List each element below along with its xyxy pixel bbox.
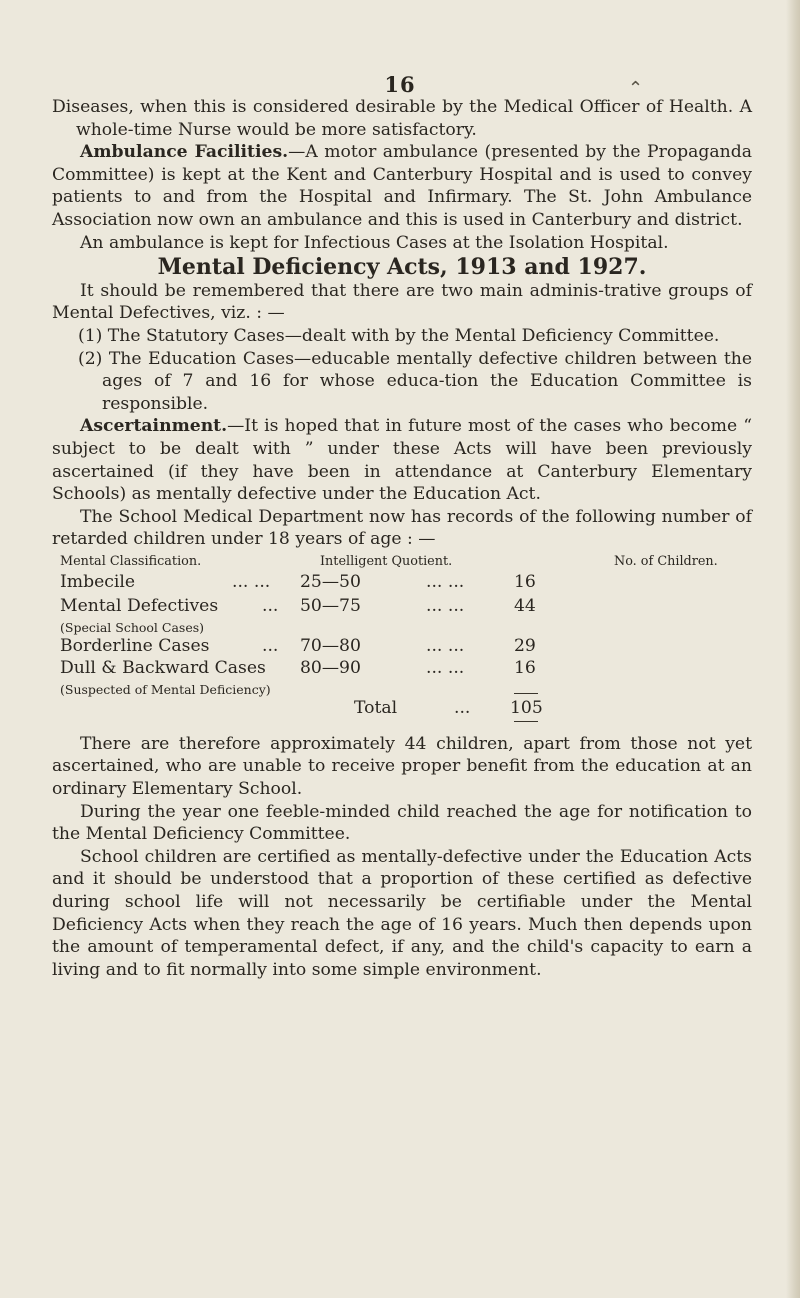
cell-count: 29 bbox=[514, 635, 536, 656]
retarded-children-table bbox=[52, 551, 752, 718]
cell-iq: 50—75 bbox=[300, 595, 361, 616]
row-note: (Special School Cases) bbox=[60, 619, 205, 635]
page-body bbox=[52, 96, 752, 981]
total-underline bbox=[514, 721, 538, 722]
cell-dots: ... ... bbox=[232, 571, 271, 592]
paragraph-diseases: Diseases, when this is considered desirable by the Medical Officer of Health. A whole-time Nurse would be more satisfactory. bbox=[52, 97, 752, 140]
cell-classification: Imbecile bbox=[60, 571, 136, 592]
paragraph-certification: School children are certified as mentally-defective under the Education Acts and it should be understood that a proportion of these certified as defective during school life will not necessarily be certifiable under the Mental Deficiency Acts when they reach the age of 16 years. Much then depends upon the amount of temperamental defect, if any, and the child's capacity to earn a living and to fit normally into some simple environment. bbox=[52, 846, 752, 980]
ascertainment-text: —It is hoped that in future most of the cases who become “ subject to be dealt with ” under these Acts will have been previously ascertained (if they have been in attendance at Canterbury Elementary Schools) as mentally defective under the Education Act. bbox=[52, 416, 752, 505]
cell-iq: 25—50 bbox=[300, 571, 361, 592]
paragraph-approximately: There are therefore approximately 44 children, apart from those not yet ascertained, who are unable to receive proper benefit from the education at an ordinary Elementary School. bbox=[52, 733, 752, 800]
sum-rule bbox=[514, 693, 538, 694]
paragraph-isolation: An ambulance is kept for Infectious Cases at the Isolation Hospital. bbox=[80, 232, 669, 253]
printer-mark-icon: ⌃ bbox=[628, 78, 644, 99]
cell-count: 16 bbox=[514, 657, 536, 678]
cell-dots: ... ... bbox=[426, 657, 465, 678]
cell-dots: ... bbox=[454, 697, 471, 718]
cell-iq: 80—90 bbox=[300, 657, 361, 678]
ambulance-heading: Ambulance Facilities. bbox=[80, 142, 289, 163]
table-row bbox=[52, 595, 752, 617]
cell-classification: Borderline Cases bbox=[60, 635, 210, 656]
cell-dots: ... ... bbox=[426, 595, 465, 616]
paragraph-groups: It should be remembered that there are two main adminis-trative groups of Mental Defectives, viz. : — bbox=[52, 280, 752, 324]
total-underline-wrap bbox=[52, 713, 752, 733]
column-header-classification: Mental Classification. bbox=[60, 553, 202, 569]
cell-count: 44 bbox=[514, 595, 536, 616]
section-heading: Mental Deficiency Acts, 1913 and 1927. bbox=[157, 254, 647, 281]
paragraph-records: The School Medical Department now has records of the following number of retarded children under 18 years of age : — bbox=[52, 506, 752, 550]
row-note: (Suspected of Mental Deficiency) bbox=[60, 681, 271, 697]
table-row bbox=[52, 635, 752, 657]
ambulance-text: —A motor ambulance (presented by the Propaganda Committee) is kept at the Kent and Canterbury Hospital and is used to convey patients to and from the Hospital and Infirmary. The St. John Ambulance Association now own an ambulance and this is used in Canterbury and district. bbox=[52, 142, 752, 230]
cell-dots: ... bbox=[262, 635, 279, 656]
cell-dots: ... ... bbox=[426, 635, 465, 656]
list-item-education: (2) The Education Cases—educable mentally defective children between the ages of 7 and 16 for whose educa-tion the Education Committee is responsible. bbox=[78, 348, 752, 414]
paragraph-ambulance bbox=[52, 141, 752, 231]
cell-classification: Mental Defectives bbox=[60, 595, 219, 616]
table-row bbox=[52, 571, 752, 593]
paragraph-ascertainment bbox=[52, 415, 752, 505]
table-row bbox=[52, 657, 752, 679]
cell-dots: ... ... bbox=[426, 571, 465, 592]
page-edge-shadow bbox=[786, 0, 800, 1298]
page-number: 16 bbox=[384, 72, 416, 97]
ascertainment-heading: Ascertainment. bbox=[80, 416, 228, 437]
column-header-count: No. of Children. bbox=[614, 553, 718, 569]
cell-count: 16 bbox=[514, 571, 536, 592]
total-value: 105 bbox=[510, 697, 543, 718]
paragraph-during-year: During the year one feeble-minded child reached the age for notification to the Mental Deficiency Committee. bbox=[52, 801, 752, 845]
list-item-statutory: (1) The Statutory Cases—dealt with by the Mental Deficiency Committee. bbox=[78, 325, 720, 346]
cell-dots: ... bbox=[262, 595, 279, 616]
cell-iq: 70—80 bbox=[300, 635, 361, 656]
cell-classification: Dull & Backward Cases bbox=[60, 657, 266, 678]
total-label: Total bbox=[354, 697, 398, 718]
column-header-iq: Intelligent Quotient. bbox=[320, 553, 453, 569]
